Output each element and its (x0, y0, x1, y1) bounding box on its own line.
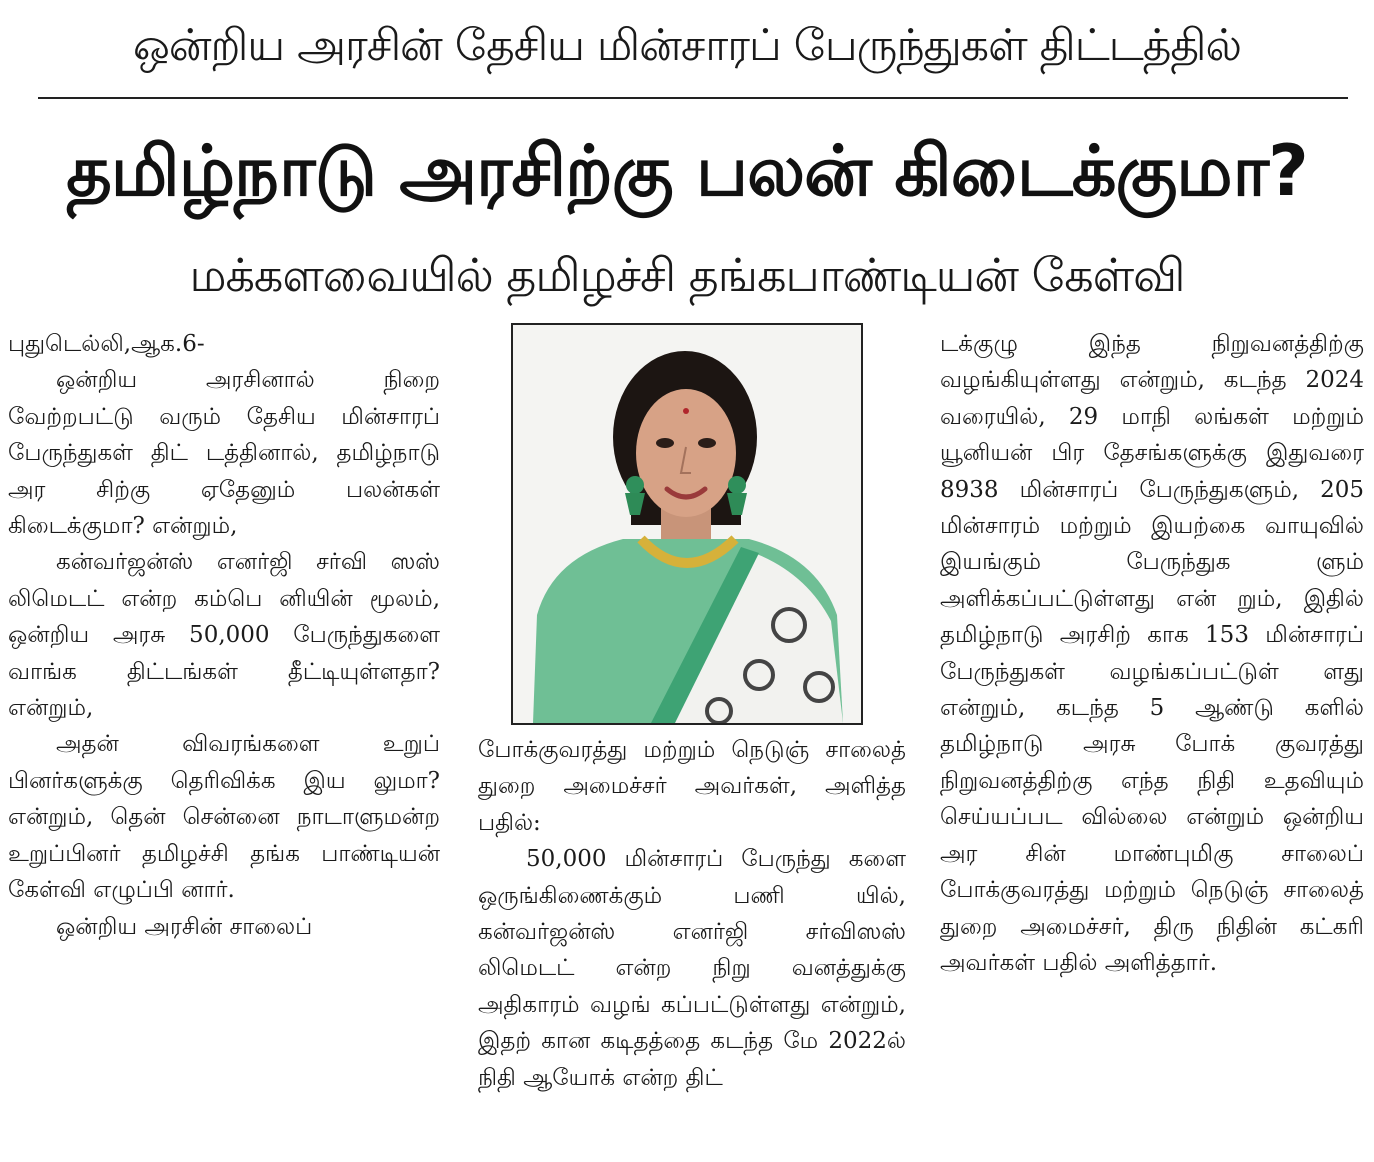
paragraph: போக்குவரத்து மற்றும் நெடுஞ் சாலைத் துறை அமைச்சர் அவர்கள், அளித்த பதில்: (478, 737, 906, 836)
header-divider (38, 97, 1348, 99)
article-column-1 (8, 326, 440, 945)
main-headline: தமிழ்நாடு அரசிற்கு பலன் கிடைக்குமா? (66, 130, 1308, 212)
dateline: புதுடெல்லி,ஆக.6- (8, 331, 205, 357)
article-column-3 (940, 326, 1364, 981)
paragraph: டக்குழு இந்த நிறுவனத்திற்கு வழங்கியுள்ளது என்றும், கடந்த 2024 வரையில், 29 மாநி லங்கள் மற்றும் யூனியன் பிர தேசங்களுக்கு இதுவரை 8938 மின்சாரப் பேருந்துகளும், 205 மின்சாரம் மற்றும் இயற்கை வாயுவில் இயங்கும் பேருந்துக ளும் அளிக்கப்பட்டுள்ளது என் றும், இதில் தமிழ்நாடு அரசிற் காக 153 மின்சாரப் பேருந்துகள் வழங்கப்பட்டுள் ளது என்றும், கடந்த 5 ஆண்டு களில் தமிழ்நாடு அரசு போக் குவரத்து நிறுவனத்திற்கு எந்த நிதி உதவியும் செய்யப்பட வில்லை என்றும் ஒன்றிய அர சின் மாண்புமிகு சாலைப் போக்குவரத்து மற்றும் நெடுஞ் சாலைத் துறை அமைச்சர், திரு நிதின் கட்கரி அவர்கள் பதில் அளித்தார். (940, 331, 1364, 976)
kicker-headline: ஒன்றிய அரசின் தேசிய மின்சாரப் பேருந்துகள் திட்டத்தில் (132, 20, 1241, 71)
portrait-illustration (513, 325, 861, 723)
article-column-2 (478, 732, 906, 1096)
paragraph: கன்வர்ஜன்ஸ் எனர்ஜி சர்வி ஸஸ் லிமெடட் என்ற கம்பெ னியின் மூலம், ஒன்றிய அரசு 50,000 பேருந்துகளை வாங்க திட்டங்கள் தீட்டியுள்ளதா? என்றும், (8, 549, 440, 722)
paragraph: அதன் விவரங்களை உறுப் பினர்களுக்கு தெரிவிக்க இய லுமா? என்றும், தென் சென்னை நாடாளுமன்ற உறுப்பினர் தமிழச்சி தங்க பாண்டியன் கேள்வி எழுப்பி னார். (8, 731, 440, 904)
paragraph: 50,000 மின்சாரப் பேருந்து களை ஒருங்கிணைக்கும் பணி யில், கன்வர்ஜன்ஸ் எனர்ஜி சர்விஸஸ் லிமெடட் என்ற நிறு வனத்துக்கு அதிகாரம் வழங் கப்பட்டுள்ளது என்றும், இதற் கான கடிதத்தை கடந்த மே 2022ல் நிதி ஆயோக் என்ற திட் (478, 846, 906, 1091)
paragraph: ஒன்றிய அரசினால் நிறை வேற்றபட்டு வரும் தேசிய மின்சாரப் பேருந்துகள் திட் டத்தினால், தமிழ்நாடு அர சிற்கு ஏதேனும் பலன்கள் கிடைக்குமா? என்றும், (8, 367, 440, 540)
sub-headline: மக்களவையில் தமிழச்சி தங்கபாண்டியன் கேள்வி (189, 248, 1185, 302)
paragraph: ஒன்றிய அரசின் சாலைப் (56, 913, 313, 940)
woman-portrait-photo (511, 323, 863, 725)
